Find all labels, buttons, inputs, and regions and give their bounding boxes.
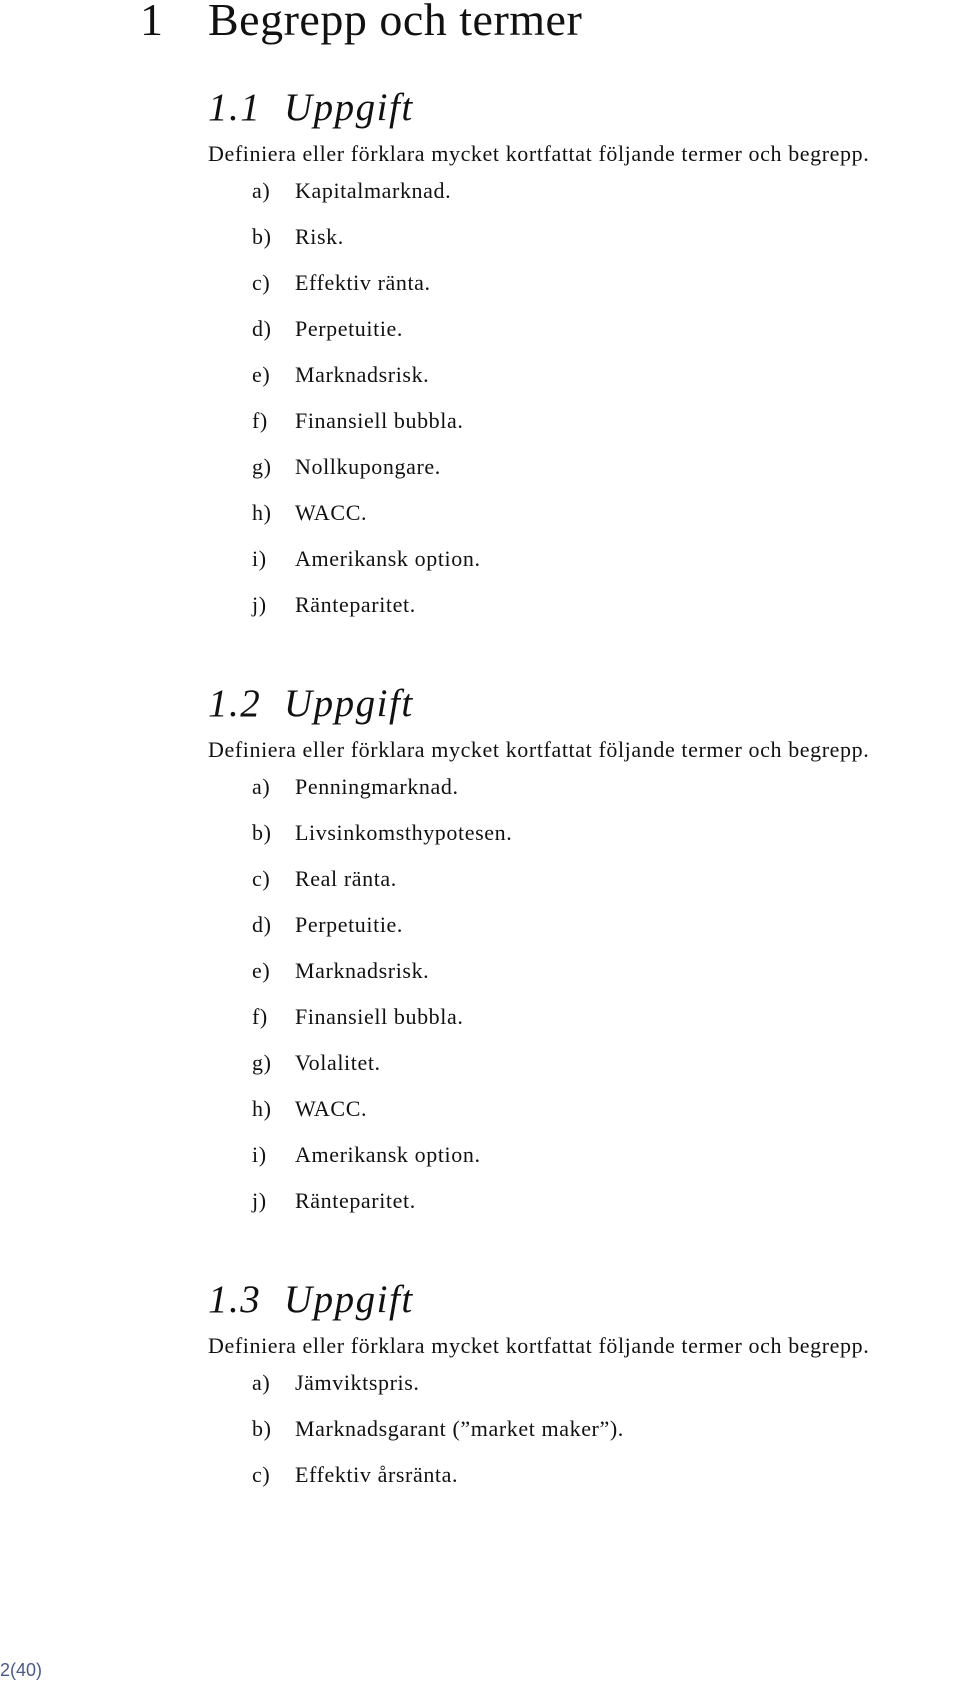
list-item (208, 1178, 960, 1224)
section-heading (208, 1276, 960, 1324)
list-item (208, 1040, 960, 1086)
item-label: h) (252, 1096, 272, 1121)
item-label: b) (252, 224, 272, 249)
list-item (208, 306, 960, 352)
item-text: WACC. (295, 500, 368, 525)
list-item (208, 902, 960, 948)
item-label: e) (252, 958, 271, 983)
list-item (208, 444, 960, 490)
list-item (208, 1132, 960, 1178)
list-item (208, 1360, 960, 1406)
item-label: g) (252, 454, 272, 479)
list-item (208, 994, 960, 1040)
item-label: a) (252, 178, 271, 203)
page-number: 2(40) (0, 1660, 43, 1680)
item-text: Volalitet. (295, 1050, 381, 1075)
item-text: Penningmarknad. (295, 774, 459, 799)
section-intro: Definiera eller förklara mycket kortfattat följande termer och begrepp. (208, 737, 870, 762)
list-item (208, 582, 960, 628)
item-text: Marknadsrisk. (295, 958, 430, 983)
section-heading (208, 680, 960, 728)
section-title: Uppgift (284, 1278, 414, 1321)
item-label: b) (252, 1416, 272, 1441)
item-label: f) (252, 1004, 268, 1029)
chapter-number: 1 (140, 0, 164, 45)
list-item (208, 1406, 960, 1452)
term-list (208, 1360, 960, 1498)
list-item (208, 490, 960, 536)
list-item (208, 1452, 960, 1498)
item-label: i) (252, 546, 267, 571)
section-title: Uppgift (284, 682, 414, 725)
item-text: Effektiv ränta. (295, 270, 431, 295)
item-text: Finansiell bubbla. (295, 1004, 464, 1029)
item-label: b) (252, 820, 272, 845)
list-item (208, 398, 960, 444)
section-intro: Definiera eller förklara mycket kortfattat följande termer och begrepp. (208, 1333, 870, 1358)
list-item (208, 352, 960, 398)
chapter-title-text: Begrepp och termer (208, 0, 583, 45)
item-text: Ränteparitet. (295, 1188, 416, 1213)
item-label: a) (252, 774, 271, 799)
section-1-1 (208, 84, 960, 628)
section-number: 1.3 (208, 1278, 262, 1321)
item-text: Risk. (295, 224, 344, 249)
section-1-3 (208, 1276, 960, 1498)
item-text: Effektiv årsränta. (295, 1462, 459, 1487)
item-label: d) (252, 912, 272, 937)
list-item (208, 168, 960, 214)
section-intro: Definiera eller förklara mycket kortfattat följande termer och begrepp. (208, 141, 870, 166)
item-label: c) (252, 270, 271, 295)
item-text: Amerikansk option. (295, 546, 481, 571)
item-text: Livsinkomsthypotesen. (295, 820, 513, 845)
item-label: j) (252, 1188, 267, 1213)
chapter-title (140, 0, 583, 45)
item-text: Ränteparitet. (295, 592, 416, 617)
section-number: 1.2 (208, 682, 262, 725)
item-text: Jämviktspris. (295, 1370, 420, 1395)
item-label: e) (252, 362, 271, 387)
term-list (208, 764, 960, 1224)
item-text: Marknadsrisk. (295, 362, 430, 387)
list-item (208, 214, 960, 260)
section-title: Uppgift (284, 86, 414, 129)
term-list (208, 168, 960, 628)
item-label: d) (252, 316, 272, 341)
item-label: a) (252, 1370, 271, 1395)
list-item (208, 1086, 960, 1132)
item-text: Perpetuitie. (295, 316, 404, 341)
item-text: Perpetuitie. (295, 912, 404, 937)
list-item (208, 948, 960, 994)
section-heading (208, 84, 960, 132)
list-item (208, 536, 960, 582)
item-label: j) (252, 592, 267, 617)
item-label: c) (252, 1462, 271, 1487)
item-label: f) (252, 408, 268, 433)
item-text: Finansiell bubbla. (295, 408, 464, 433)
list-item (208, 856, 960, 902)
item-label: c) (252, 866, 271, 891)
list-item (208, 810, 960, 856)
item-text: Real ränta. (295, 866, 397, 891)
item-label: h) (252, 500, 272, 525)
item-text: Nollkupongare. (295, 454, 441, 479)
item-text: Marknadsgarant (”market maker”). (295, 1416, 624, 1441)
section-number: 1.1 (208, 86, 262, 129)
list-item (208, 260, 960, 306)
item-text: WACC. (295, 1096, 368, 1121)
item-text: Amerikansk option. (295, 1142, 481, 1167)
item-text: Kapitalmarknad. (295, 178, 452, 203)
item-label: i) (252, 1142, 267, 1167)
section-1-2 (208, 680, 960, 1224)
list-item (208, 764, 960, 810)
item-label: g) (252, 1050, 272, 1075)
